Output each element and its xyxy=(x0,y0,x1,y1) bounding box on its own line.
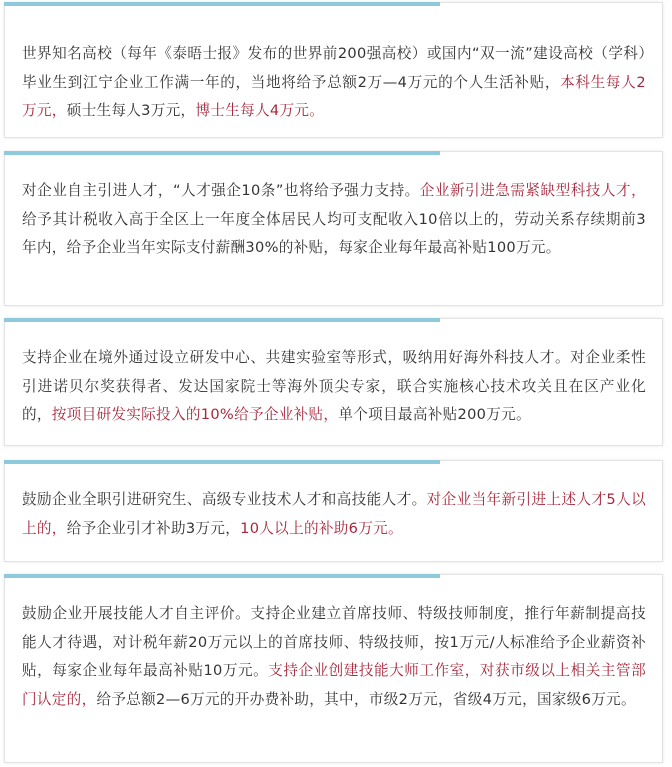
highlighted-text-segment: 本科生每人2万元， xyxy=(22,73,646,119)
highlighted-text-segment: 按项目研发实际投入的10%给予企业补贴， xyxy=(51,406,339,423)
highlighted-text-segment: 博士生每人4万元。 xyxy=(195,102,325,119)
text-segment: 支持企业在境外通过设立研发中心、共建实验室等形式，吸纳用好海外科技人才。对企业柔性引进诺贝尔奖获得者、发达国家院士等海外顶尖专家，联合实施核心技术攻关且在区产业化的， xyxy=(22,349,646,423)
policy-card-university-graduates xyxy=(4,2,663,138)
highlighted-text-segment: 企业新引进急需紧缺型科技人才， xyxy=(419,182,646,199)
text-segment: 给予其计税收入高于全区上一年度全体居民人均可支配收入10倍以上的，劳动关系存续期前3年内，给予企业当年实际支付薪酬30%的补贴，每家企业每年最高补贴100万元。 xyxy=(22,210,646,256)
text-segment: 世界知名高校（每年《泰晤士报》发布的世界前200强高校）或国内“双一流”建设高校（学科）毕业生到江宁企业工作满一年的，当地将给予总额2万—4万元的个人生活补贴， xyxy=(22,45,646,91)
highlighted-text-segment: 10人以上的补助6万元。 xyxy=(240,519,403,537)
text-segment: 给予企业引才补助3万元， xyxy=(66,519,241,537)
text-segment: 对企业自主引进人才，“人才强企10条”也将给予强力支持。 xyxy=(22,182,420,199)
policy-card-enterprise-talent xyxy=(4,151,663,306)
text-segment: 鼓励企业全职引进研究生、高级专业技术人才和高技能人才。 xyxy=(22,491,427,508)
text-segment: 鼓励企业开展技能人才自主评价。支持企业建立首席技师、特级技师制度，推行年薪制提高技能人才待遇，对计税年薪20万元以上的首席技师、特级技师，按1万元/人标准给予企业薪资补贴，每家企业每年最高补贴10万元。 xyxy=(22,605,646,679)
card-text xyxy=(5,319,662,430)
highlighted-text-segment: 对企业当年新引进上述人才5人以上的， xyxy=(22,491,646,537)
card-text xyxy=(5,152,662,263)
policy-card-fulltime-recruitment xyxy=(4,460,663,562)
policy-card-overseas-talent xyxy=(4,318,663,446)
card-text xyxy=(5,461,662,543)
highlighted-text-segment: 支持企业创建技能大师工作室，对获市级以上相关主管部门认定的， xyxy=(22,662,646,708)
text-segment: 硕士生每人3万元， xyxy=(66,102,196,119)
text-segment: 给予总额2—6万元的开办费补助，其中，市级2万元，省级4万元，国家级6万元。 xyxy=(96,690,636,708)
policy-card-skilled-talent-evaluation xyxy=(4,574,663,763)
card-text xyxy=(5,3,662,126)
card-text xyxy=(5,575,662,714)
text-segment: 单个项目最高补贴200万元。 xyxy=(338,406,531,423)
